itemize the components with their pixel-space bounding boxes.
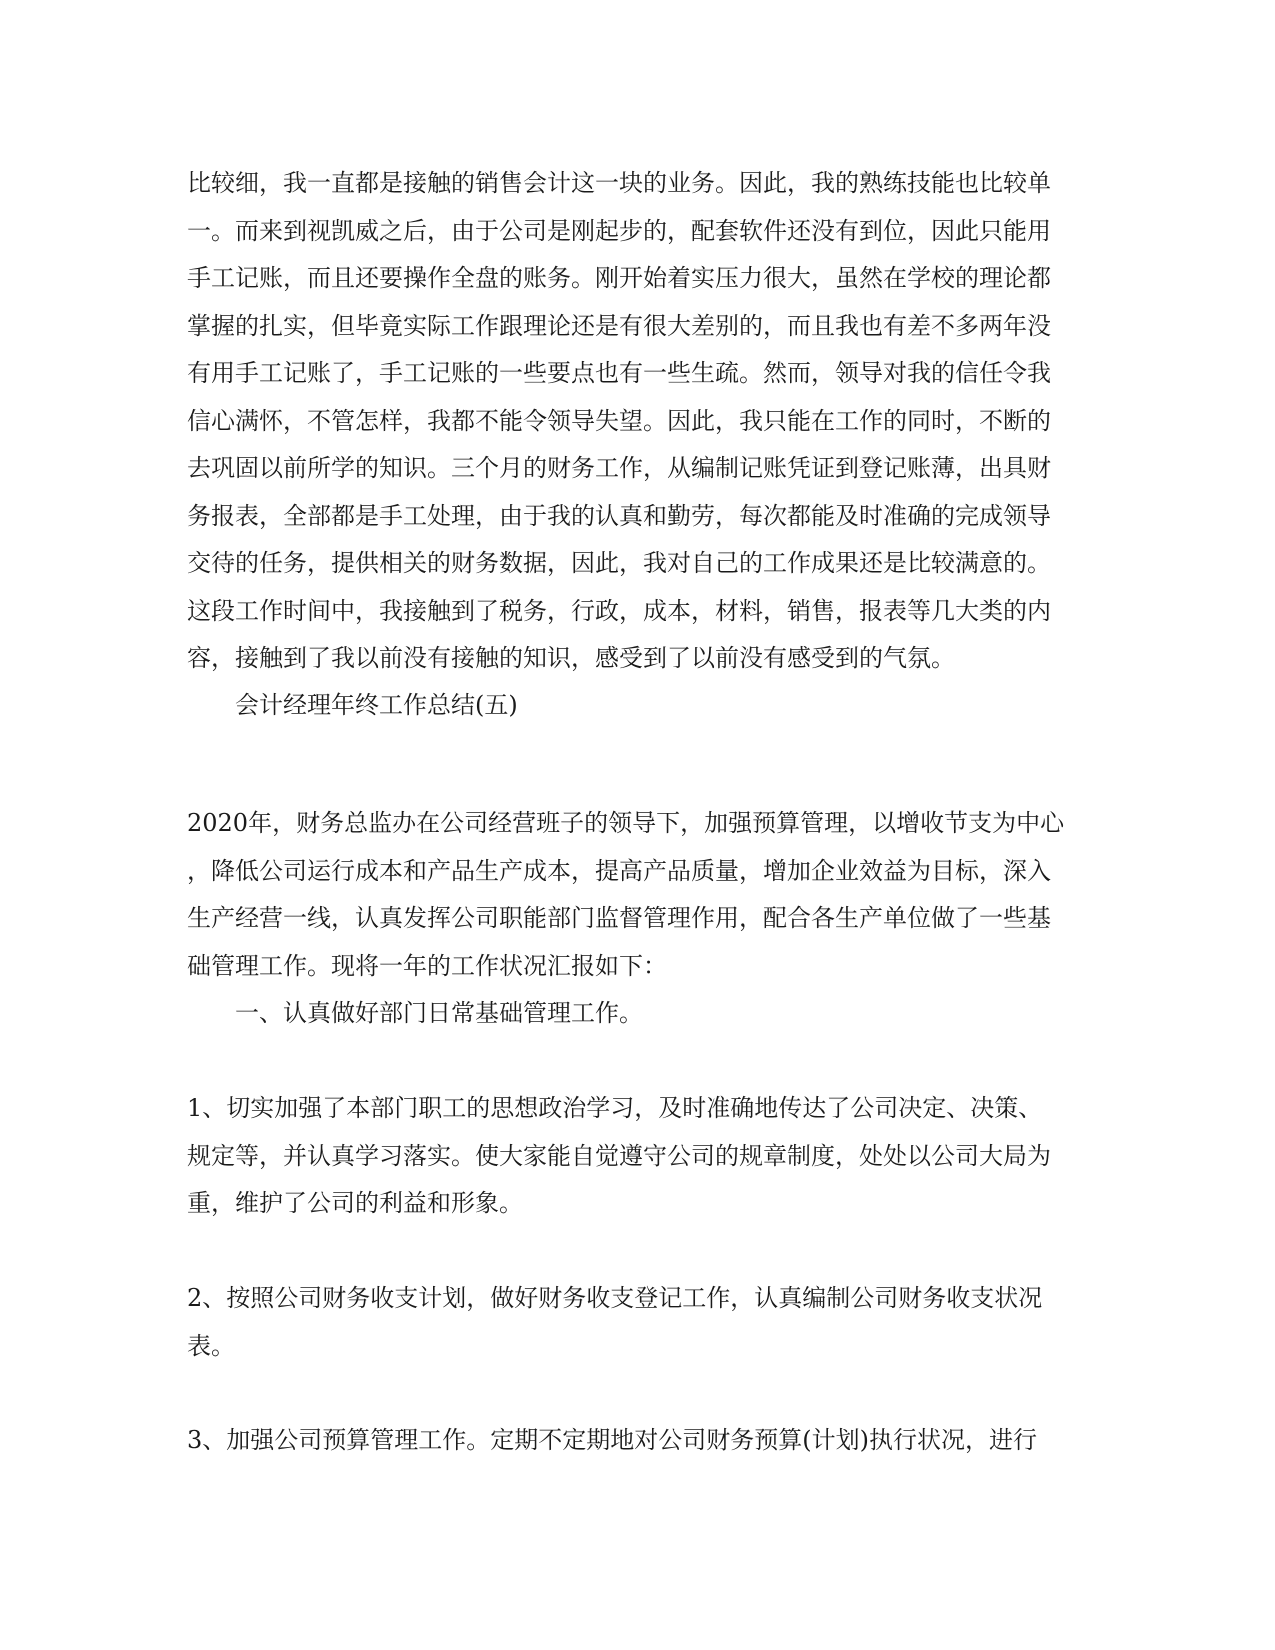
text-line: 生产经营一线，认真发挥公司职能部门监督管理作用，配合各生产单位做了一些基 — [187, 904, 1051, 932]
text-line: 表。 — [187, 1331, 235, 1360]
heading-1: 一、认真做好部门日常基础管理工作。 — [235, 999, 643, 1027]
text-line: 2、按照公司财务收支计划，做好财务收支登记工作，认真编制公司财务收支状况 — [187, 1284, 1043, 1312]
text-line: 掌握的扎实，但毕竟实际工作跟理论还是有很大差别的，而且我也有差不多两年没 — [187, 311, 1051, 340]
list-item-1 — [187, 1085, 1087, 1228]
text-line: 信心满怀，不管怎样，我都不能令领导失望。因此，我只能在工作的同时，不断的 — [187, 406, 1051, 435]
text-line: 交待的任务，提供相关的财务数据，因此，我对自己的工作成果还是比较满意的。 — [187, 549, 1051, 577]
text-line: 这段工作时间中，我接触到了税务，行政，成本，材料，销售，报表等几大类的内 — [187, 596, 1051, 625]
heading-block — [187, 990, 1087, 1038]
text-line: 有用手工记账了，手工记账的一些要点也有一些生疏。然而，领导对我的信任令我 — [187, 359, 1051, 387]
list-item-2 — [187, 1275, 1087, 1370]
text-line: 去巩固以前所学的知识。三个月的财务工作，从编制记账凭证到登记账薄，出具财 — [187, 454, 1051, 482]
paragraph-intro — [187, 800, 1087, 990]
text-line: 比较细，我一直都是接触的销售会计这一块的业务。因此，我的熟练技能也比较单 — [187, 169, 1051, 197]
text-line: 2020年，财务总监办在公司经营班子的领导下，加强预算管理，以增收节支为中心 — [187, 809, 1065, 837]
text-line: 3、加强公司预算管理工作。定期不定期地对公司财务预算(计划)执行状况，进行 — [187, 1426, 1037, 1454]
text-line: 规定等，并认真学习落实。使大家能自觉遵守公司的规章制度，处处以公司大局为 — [187, 1141, 1051, 1170]
text-line: 1、切实加强了本部门职工的思想政治学习，及时准确地传达了公司决定、决策、 — [187, 1094, 1043, 1122]
text-line: 手工记账，而且还要操作全盘的账务。刚开始着实压力很大，虽然在学校的理论都 — [187, 264, 1051, 292]
list-item-3 — [187, 1417, 1087, 1465]
section-title-block — [187, 682, 1087, 730]
text-line: 础管理工作。现将一年的工作状况汇报如下： — [187, 951, 667, 980]
paragraph-previous — [187, 160, 1087, 683]
section-title: 会计经理年终工作总结(五) — [235, 691, 518, 719]
text-line: 重，维护了公司的利益和形象。 — [187, 1189, 523, 1217]
text-line: 容，接触到了我以前没有接触的知识，感受到了以前没有感受到的气氛。 — [187, 644, 955, 672]
text-line: 一。而来到视凯威之后，由于公司是刚起步的，配套软件还没有到位，因此只能用 — [187, 216, 1051, 245]
text-line: 务报表，全部都是手工处理，由于我的认真和勤劳，每次都能及时准确的完成领导 — [187, 501, 1051, 530]
text-line: ，降低公司运行成本和产品生产成本，提高产品质量，增加企业效益为目标，深入 — [187, 856, 1051, 885]
